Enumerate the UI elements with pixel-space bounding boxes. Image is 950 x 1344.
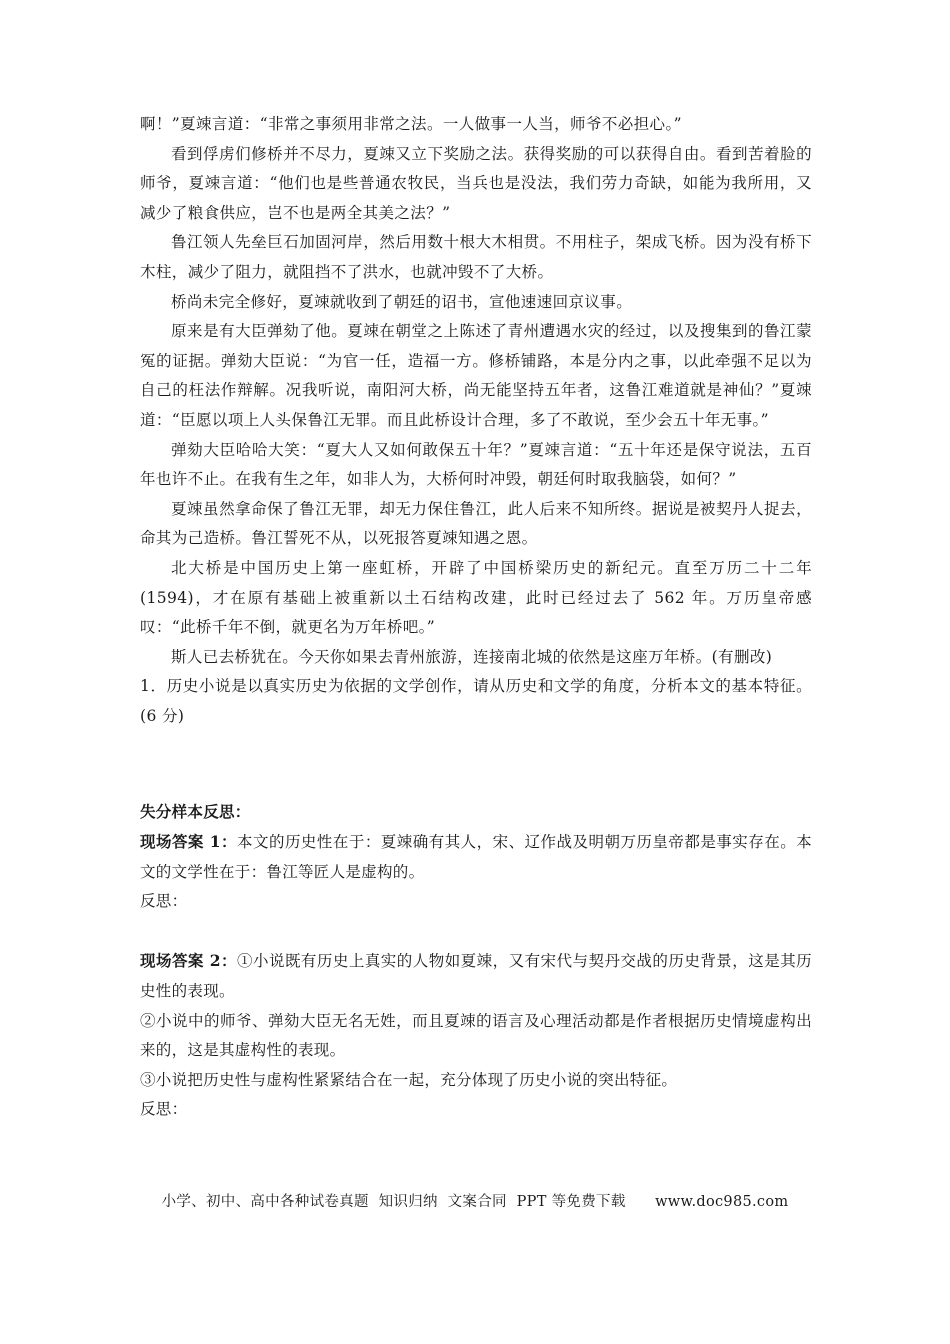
answer-1-label: 现场答案 1： — [140, 832, 238, 852]
story-paragraph: 鲁江领人先垒巨石加固河岸，然后用数十根大木相贯。不用柱子，架成飞桥。因为没有桥下木柱，减少了阻力，就阻挡不了洪水，也就冲毁不了大桥。 — [140, 233, 812, 281]
answer-2-text: ①小说既有历史上真实的人物如夏竦，又有宋代与契丹交战的历史背景，这是其历史性的表现。 — [140, 952, 812, 1001]
answer-1 — [140, 827, 812, 887]
reflect-1-label: 反思： — [140, 892, 188, 911]
answer-2-label: 现场答案 2： — [140, 951, 238, 971]
answer-2 — [140, 946, 812, 1006]
story-paragraph: 看到俘虏们修桥并不尽力，夏竦又立下奖励之法。获得奖励的可以获得自由。看到苦着脸的师爷，夏竦言道：“他们也是些普通农牧民，当兵也是没法，我们劳力奇缺，如能为我所用，又减少了粮食供应，岂不也是两全其美之法？” — [140, 144, 812, 222]
story-paragraph: 夏竦虽然拿命保了鲁江无罪，却无力保住鲁江，此人后来不知所终。据说是被契丹人捉去，命其为己造桥。鲁江誓死不从，以死报答夏竦知遇之恩。 — [140, 499, 812, 548]
question-1: 1．历史小说是以真实历史为依据的文学创作，请从历史和文学的角度，分析本文的基本特征。(6 分) — [140, 677, 812, 725]
story-paragraph: 桥尚未完全修好，夏竦就收到了朝廷的诏书，宣他速速回京议事。 — [171, 292, 633, 311]
answer-1-text: 本文的历史性在于：夏竦确有其人，宋、辽作战及明朝万历皇帝都是事实存在。本文的文学性在于：鲁江等匠人是虚构的。 — [140, 833, 812, 881]
page-footer: 小学、初中、高中各种试卷真题 知识归纳 文案合同 PPT 等免费下载 www.doc985.com — [161, 1194, 789, 1210]
reflection-heading: 失分样本反思： — [140, 802, 251, 822]
story-paragraph: 原来是有大臣弹劾了他。夏竦在朝堂之上陈述了青州遭遇水灾的经过，以及搜集到的鲁江蒙冤的证据。弹劾大臣说：“为官一任，造福一方。修桥铺路，本是分内之事，以此牵强不足以为自己的枉法作辩解。况我听说，南阳河大桥，尚无能坚持五年者，这鲁江难道就是神仙？”夏竦道：“臣愿以项上人头保鲁江无罪。而且此桥设计合理，多了不敢说，至少会五十年无事。” — [140, 322, 812, 429]
story-text — [140, 110, 812, 672]
reflect-2-label: 反思： — [140, 1100, 188, 1119]
reflection-section — [140, 797, 812, 1125]
story-paragraph: 北大桥是中国历史上第一座虹桥，开辟了中国桥梁历史的新纪元。直至万历二十二年(1594)，才在原有基础上被重新以土石结构改建，此时已经过去了 562 年。万历皇帝感叹：“此桥千年不倒，就更名为万年桥吧。” — [140, 558, 812, 637]
document-body — [140, 110, 812, 1125]
story-paragraph: 啊！”夏竦言道：“非常之事须用非常之法。一人做事一人当，师爷不必担心。” — [140, 115, 682, 133]
answer-2-point-3: ③小说把历史性与虚构性紧紧结合在一起，充分体现了历史小说的突出特征。 — [140, 1070, 678, 1089]
spacer — [140, 917, 812, 947]
story-paragraph: 弹劾大臣哈哈大笑：“夏大人又如何敢保五十年？”夏竦言道：“五十年还是保守说法，五百年也许不止。在我有生之年，如非人为，大桥何时冲毁，朝廷何时取我脑袋，如何？” — [140, 440, 812, 489]
answer-2-point-2: ②小说中的师爷、弹劾大臣无名无姓，而且夏竦的语言及心理活动都是作者根据历史情境虚构出来的，这是其虚构性的表现。 — [140, 1011, 812, 1060]
story-paragraph: 斯人已去桥犹在。今天你如果去青州旅游，连接南北城的依然是这座万年桥。(有删改) — [171, 647, 773, 666]
